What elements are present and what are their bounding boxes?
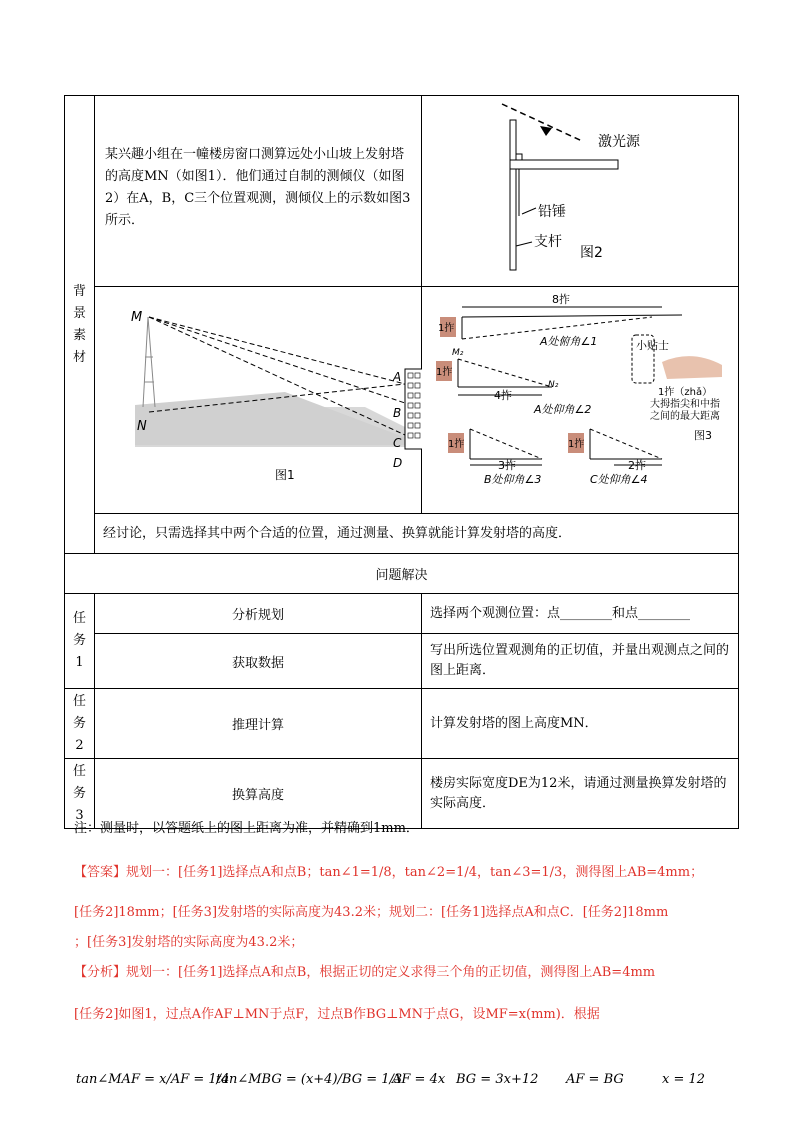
svg-text:1拃: 1拃 (438, 323, 455, 334)
fig2-caption: 图2 (580, 245, 603, 261)
label-B: B (393, 406, 402, 420)
svg-text:大拇指尖和中指: 大拇指尖和中指 (650, 399, 720, 410)
row1-left: 分析规划 (95, 594, 422, 634)
svg-text:8拃: 8拃 (552, 293, 570, 306)
svg-text:1拃: 1拃 (436, 367, 453, 378)
figure-3 (422, 287, 739, 509)
answer-line-1: 【答案】规划一：[任务1]选择点A和点B；tan∠1=1/8，tan∠2=1/4，tan∠3=1/3，测得图上AB=4mm； (74, 865, 704, 880)
background-label: 背 景 素 材 (65, 96, 95, 554)
plumb-label: 铅锤 (538, 204, 566, 220)
task-table (64, 95, 739, 829)
formula-2: tan∠MBG = (x+4)/BG = 1/3 (216, 1072, 403, 1087)
task1-label: 任 务 1 (65, 594, 95, 689)
problem-title: 问题解决 (65, 554, 739, 594)
row2-left: 获取数据 (95, 634, 422, 689)
svg-text:1拃: 1拃 (568, 439, 585, 450)
svg-text:小贴士: 小贴士 (636, 339, 669, 352)
svg-text:之间的最大距离: 之间的最大距离 (650, 411, 720, 422)
svg-text:1拃（zhǎ）: 1拃（zhǎ） (658, 387, 713, 398)
label-D: D (393, 456, 403, 470)
row4-left: 换算高度 (95, 759, 422, 829)
svg-text:4拃: 4拃 (494, 389, 512, 402)
svg-text:M₂: M₂ (452, 348, 464, 358)
svg-text:1拃: 1拃 (448, 439, 465, 450)
row2-right: 写出所选位置观测角的正切值，并量出观测点之间的图上距离． (422, 634, 739, 689)
background-text: 某兴趣小组在一幢楼房窗口测算远处小山坡上发射塔的高度MN（如图1）．他们通过自制的测倾仪（如图2）在A，B，C三个位置观测，测倾仪上的示数如图3所示． (95, 96, 422, 287)
discussion: 经讨论，只需选择其中两个合适的位置，通过测量、换算就能计算发射塔的高度． (95, 514, 739, 554)
label-M: M (131, 310, 143, 325)
row4-right: 楼房实际宽度DE为12米，请通过测量换算发射塔的实际高度． (422, 759, 739, 829)
pole-label: 支杆 (534, 234, 562, 250)
fig1-caption: 图1 (275, 468, 295, 482)
task2-label: 任 务 2 (65, 689, 95, 759)
figure-2 (422, 96, 739, 282)
svg-text:3拃: 3拃 (498, 459, 516, 472)
formula-3: AF = 4x (392, 1072, 446, 1087)
svg-text:C处仰角∠4: C处仰角∠4 (590, 473, 648, 486)
formula-5: AF = BG (566, 1072, 624, 1087)
analysis-line-2: [任务2]如图1，过点A作AF⊥MN于点F，过点B作BG⊥MN于点G，设MF=x(mm)．根据 (74, 1007, 600, 1022)
svg-text:A处仰角∠2: A处仰角∠2 (534, 403, 592, 416)
row1-right: 选择两个观测位置：点________和点________ (422, 594, 739, 634)
row3-right: 计算发射塔的图上高度MN． (422, 689, 739, 759)
figure-1 (95, 287, 422, 509)
formula-1: tan∠MAF = x/AF = 1/4 (76, 1072, 230, 1087)
figure-1-cell (95, 287, 422, 514)
svg-text:2拃: 2拃 (628, 459, 646, 472)
row3-left: 推理计算 (95, 689, 422, 759)
figure-3-cell (422, 287, 739, 514)
fig3-caption: 图3 (694, 429, 712, 442)
svg-text:B处仰角∠3: B处仰角∠3 (484, 473, 542, 486)
answer-line-3: ；[任务3]发射塔的实际高度为43.2米； (74, 935, 304, 950)
label-C: C (393, 436, 402, 450)
laser-label: 激光源 (598, 134, 640, 150)
note: 注：测量时，以答题纸上的图上距离为准，并精确到1mm． (74, 821, 419, 836)
analysis-line-1: 【分析】规划一：[任务1]选择点A和点B，根据正切的定义求得三个角的正切值，测得图上AB=4mm (74, 965, 656, 980)
label-N: N (137, 419, 147, 434)
label-A: A (393, 370, 402, 384)
arrow-icon (540, 126, 552, 136)
svg-text:N₂: N₂ (548, 380, 559, 390)
answer-line-2: [任务2]18mm；[任务3]发射塔的实际高度为43.2米；规划二：[任务1]选择点A和点C．[任务2]18mm (74, 905, 669, 920)
formula-6: x = 12 (662, 1072, 706, 1087)
hand-tip-icon (662, 356, 722, 379)
task3-label: 任 务 3 (65, 759, 95, 829)
svg-text:A处俯角∠1: A处俯角∠1 (540, 335, 598, 348)
figure-2-cell (422, 96, 739, 287)
formula-4: BG = 3x+12 (456, 1072, 539, 1087)
